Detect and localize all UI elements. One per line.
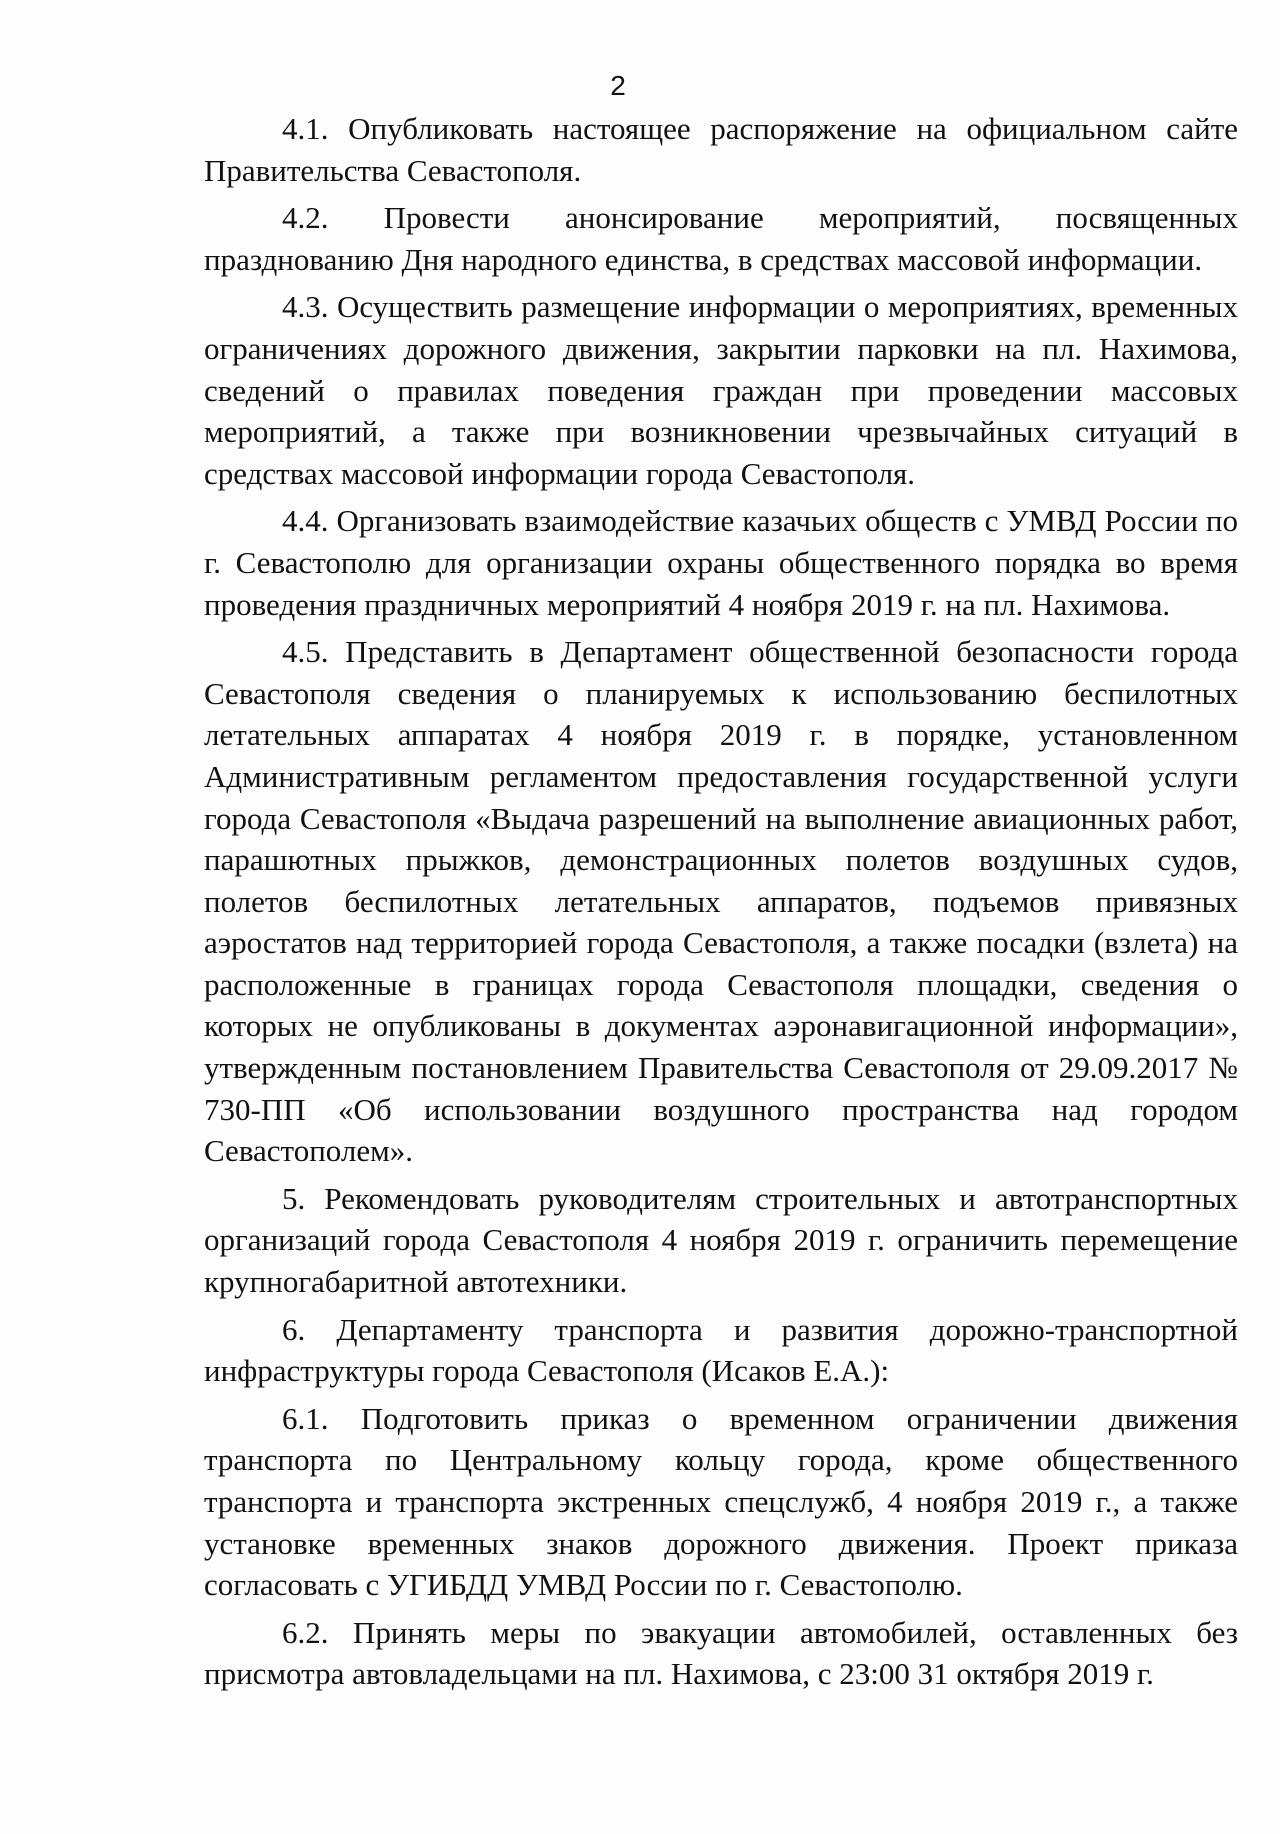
paragraph-4-1: 4.1. Опубликовать настоящее распоряжение на официальном сайте Правительства Севастополя. — [204, 111, 1238, 188]
paragraph-6: 6. Департаменту транспорта и развития дорожно-транспортной инфраструктуры города Севастополя (Исаков Е.А.): — [204, 1311, 1238, 1389]
paragraph-6-2: 6.2. Принять меры по эвакуации автомобилей, оставленных без присмотра автовладельцами на пл. Нахимова, с 23:00 31 октября 2019 г. — [204, 1614, 1238, 1692]
page-number: 2 — [610, 70, 626, 101]
paragraph-6-1: 6.1. Подготовить приказ о временном ограничении движения транспорта по Центральному кольцу города, кроме общественного транспорта и транспорта экстренных спецслужб, 4 ноября 2019 г., а также установке временных знаков дорожного движения. Проект приказа согласовать с УГИБДД УМВД России по г. Севастополю. — [204, 1400, 1238, 1603]
paragraph-4-3: 4.3. Осуществить размещение информации о мероприятиях, временных ограничениях дорожного движения, закрытии парковки на пл. Нахимова, сведений о правилах поведения граждан при проведении массовых мероприятий, а также при возникновении чрезвычайных ситуаций в средствах массовой информации города Севастополя. — [204, 289, 1238, 491]
document-body — [204, 108, 1238, 1700]
paragraph-4-2: 4.2. Провести анонсирование мероприятий, посвященных празднованию Дня народного единства, в средствах массовой информации. — [204, 200, 1238, 277]
paragraph-4-4: 4.4. Организовать взаимодействие казачьих обществ с УМВД России по г. Севастополю для организации охраны общественного порядка во время проведения праздничных мероприятий 4 ноября 2019 г. на пл. Нахимова. — [204, 503, 1238, 622]
paragraph-5: 5. Рекомендовать руководителям строительных и автотранспортных организаций города Севастополя 4 ноября 2019 г. ограничить перемещение крупногабаритной автотехники. — [204, 1180, 1238, 1300]
paragraph-4-5: 4.5. Представить в Департамент общественной безопасности города Севастополя сведения о планируемых к использованию беспилотных летательных аппаратах 4 ноября 2019 г. в порядке, установленном Административным регламентом предоставления государственной услуги города Севастополя «Выдача разрешений на выполнение авиационных работ, парашютных прыжков, демонстрационных полетов воздушных судов, полетов беспилотных летательных аппаратов, подъемов привязных аэростатов над территорией города Севастополя, а также посадки (взлета) на расположенные в границах города Севастополя площадки, сведения о которых не опубликованы в документах аэронавигационной информации», утвержденным постановлением Правительства Севастополя от 29.09.2017 № 730-ПП «Об использовании воздушного пространства над городом Севастополем». — [204, 634, 1238, 1169]
